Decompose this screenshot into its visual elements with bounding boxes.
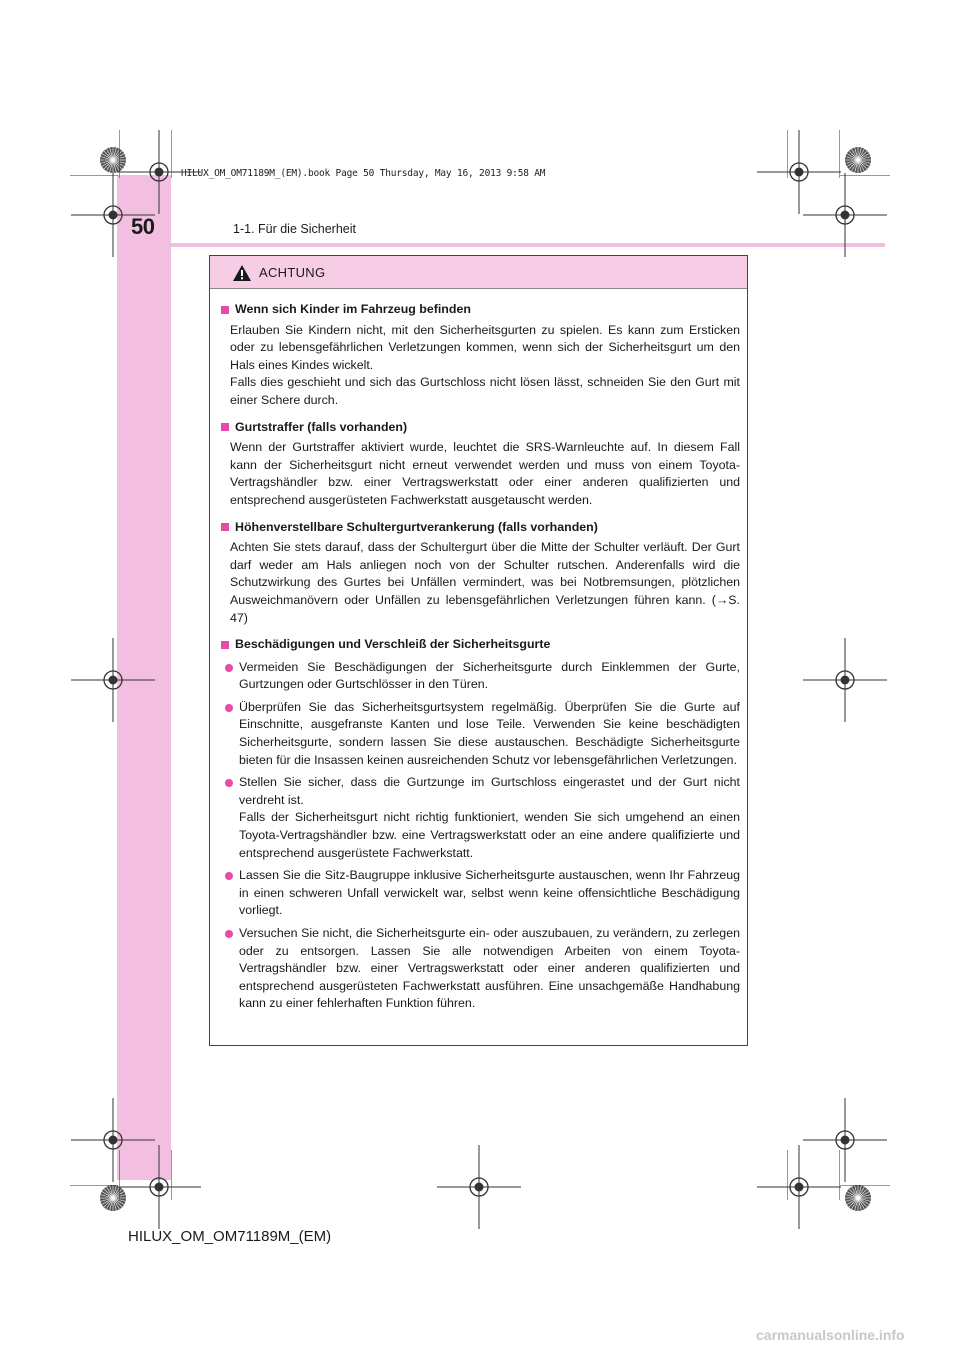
warning-item <box>221 636 740 1013</box>
bullet-paragraph: Falls der Sicherheitsgurt nicht richtig funktioniert, wenden Sie sich umgehend an einen Toyota-Vertragshändler bzw. eine Vertragswerkstatt oder an eine andere qualifizierte und entsprechend ausgerüstete Fachwerkstatt. <box>239 810 740 860</box>
warning-paragraph: Achten Sie stets darauf, dass der Schultergurt über die Mitte der Schulter verläuft. Der Gurt darf weder am Hals anliegen noch von der Schulter rutschen. Anderenfalls wird die Schutzwirkung des Gurtes bei Unfällen vermindert, was bei Notbremsungen, plötzlichen Ausweichmanövern oder Unfällen zu lebensgefährlichen Verletzungen führen kann. (→S. 47) <box>230 540 740 625</box>
crop-line <box>787 1150 788 1201</box>
warning-paragraph: Erlauben Sie Kindern nicht, mit den Sicherheitsgurten zu spielen. Es kann zum Ersticken oder zu lebensgefährlichen Verletzungen kommen, wenn sich der Sicherheitsgurt um den Hals eines Kindes wickelt. <box>230 322 740 372</box>
bullet-text <box>239 659 740 694</box>
crop-line <box>839 1150 840 1201</box>
book-stamp: HILUX_OM_OM71189M_(EM).book Page 50 Thursday, May 16, 2013 9:58 AM <box>181 168 546 179</box>
warning-item-title-text: Wenn sich Kinder im Fahrzeug befinden <box>235 302 471 316</box>
registration-starburst-icon <box>844 1184 872 1212</box>
bullet-paragraph: Lassen Sie die Sitz-Baugruppe inklusive Sicherheitsgurte austauschen, wenn Ihr Fahrzeug in einen schweren Unfall verwickelt war, selbst wenn keine offensichtliche Beschädigung vorliegt. <box>239 868 740 918</box>
crop-line <box>119 130 120 179</box>
crop-line <box>840 1185 891 1186</box>
footer-manual-code: HILUX_OM_OM71189M_(EM) <box>128 1228 332 1245</box>
crop-line <box>840 175 891 176</box>
bullet-item <box>225 867 740 920</box>
registration-crosshair-icon <box>117 1145 201 1229</box>
bullet-item <box>225 699 740 769</box>
registration-crosshair-icon <box>71 173 155 257</box>
square-bullet-icon <box>221 423 229 431</box>
warning-item <box>221 301 740 410</box>
bullet-paragraph: Überprüfen Sie das Sicherheitsgurtsystem regelmäßig. Überprüfen Sie die Gurte auf Einschnitte, ausgefranste Kanten und lose Teile. Verwenden Sie keine beschädigten Sicherheitsgurte, sondern lassen Sie diese austauschen. Beschädigte Sicherheitsgurte bieten für die Insassen keinen ausreichenden Schutz vor lebensgefährlichen Verletzungen. <box>239 699 740 767</box>
bullet-item <box>225 925 740 1013</box>
crop-line <box>839 130 840 179</box>
warning-item-title-text: Höhenverstellbare Schultergurtverankerung (falls vorhanden) <box>235 519 598 534</box>
warning-content <box>210 289 747 1013</box>
bullet-text <box>239 867 740 920</box>
header-rule <box>117 243 885 247</box>
registration-crosshair-icon <box>71 638 155 722</box>
registration-starburst-icon <box>99 1184 127 1212</box>
bullet-paragraph: Versuchen Sie nicht, die Sicherheitsgurte ein- oder auszubauen, zu verändern, zu zerlegen oder zu entsorgen. Lassen Sie alle notwendigen Arbeiten von einem Toyota-Vertragshändler bzw. einer Vertragswerkstatt oder einer anderen qualifizierten und entsprechend ausgerüsteten Fachwerkstatt ausführen. Eine unsachgemäße Handhabung kann zu einer fehlerhaften Funktion führen. <box>239 926 740 1011</box>
warning-item-title-text: Beschädigungen und Verschleiß der Sicherheitsgurte <box>235 637 551 652</box>
registration-starburst-icon <box>844 146 872 174</box>
warning-item-title <box>221 301 740 319</box>
watermark: carmanualsonline.info <box>756 1327 905 1343</box>
crop-line <box>171 130 172 179</box>
warning-label: ACHTUNG <box>259 265 326 280</box>
round-bullet-icon <box>225 872 233 880</box>
bullet-item <box>225 774 740 862</box>
bullet-text <box>239 774 740 862</box>
warning-paragraph: Wenn der Gurtstraffer aktiviert wurde, leuchtet die SRS-Warnleuchte auf. In diesem Fall kann der Sicherheitsgurt nicht erneut verwendet werden und muss von einem Toyota-Vertragshändler bzw. einer Vertragswerkstatt oder einer anderen qualifizierten und entsprechend ausgerüsteten Fachwerkstatt ausgetauscht werden. <box>230 440 740 507</box>
bullet-paragraph: Vermeiden Sie Beschädigungen der Sicherheitsgurte durch Einklemmen der Gurte, Gurtzungen oder Gurtschlösser in den Türen. <box>239 659 740 692</box>
round-bullet-icon <box>225 704 233 712</box>
registration-crosshair-icon <box>803 638 887 722</box>
warning-item-title <box>221 636 740 654</box>
square-bullet-icon <box>221 523 229 531</box>
crop-line <box>787 130 788 179</box>
bullet-text <box>239 699 740 769</box>
warning-item-title <box>221 519 740 537</box>
bullet-item <box>225 659 740 694</box>
round-bullet-icon <box>225 779 233 787</box>
warning-item-title-text: Gurtstraffer (falls vorhanden) <box>235 419 408 434</box>
registration-crosshair-icon <box>803 173 887 257</box>
registration-crosshair-icon <box>437 1145 521 1229</box>
page-number: 50 <box>131 214 155 239</box>
section-title: 1-1. Für die Sicherheit <box>233 222 356 236</box>
square-bullet-icon <box>221 641 229 649</box>
crop-line <box>171 1150 172 1201</box>
crop-line <box>70 1185 119 1186</box>
square-bullet-icon <box>221 306 229 314</box>
round-bullet-icon <box>225 664 233 672</box>
registration-starburst-icon <box>99 146 127 174</box>
round-bullet-icon <box>225 930 233 938</box>
warning-triangle-icon <box>232 264 252 282</box>
registration-crosshair-icon <box>757 1145 841 1229</box>
warning-item <box>221 519 740 628</box>
warning-box <box>209 255 748 1046</box>
warning-item-title <box>221 419 740 437</box>
warning-header <box>210 256 747 289</box>
warning-paragraph: Falls dies geschieht und sich das Gurtschloss nicht lösen lässt, schneiden Sie den Gurt mit einer Schere durch. <box>230 375 740 407</box>
warning-item <box>221 419 740 510</box>
crop-line <box>119 1150 120 1201</box>
bullet-paragraph: Stellen Sie sicher, dass die Gurtzunge im Gurtschloss eingerastet und der Gurt nicht verdreht ist. <box>239 775 740 807</box>
bullet-text <box>239 925 740 1013</box>
crop-line <box>70 175 119 176</box>
